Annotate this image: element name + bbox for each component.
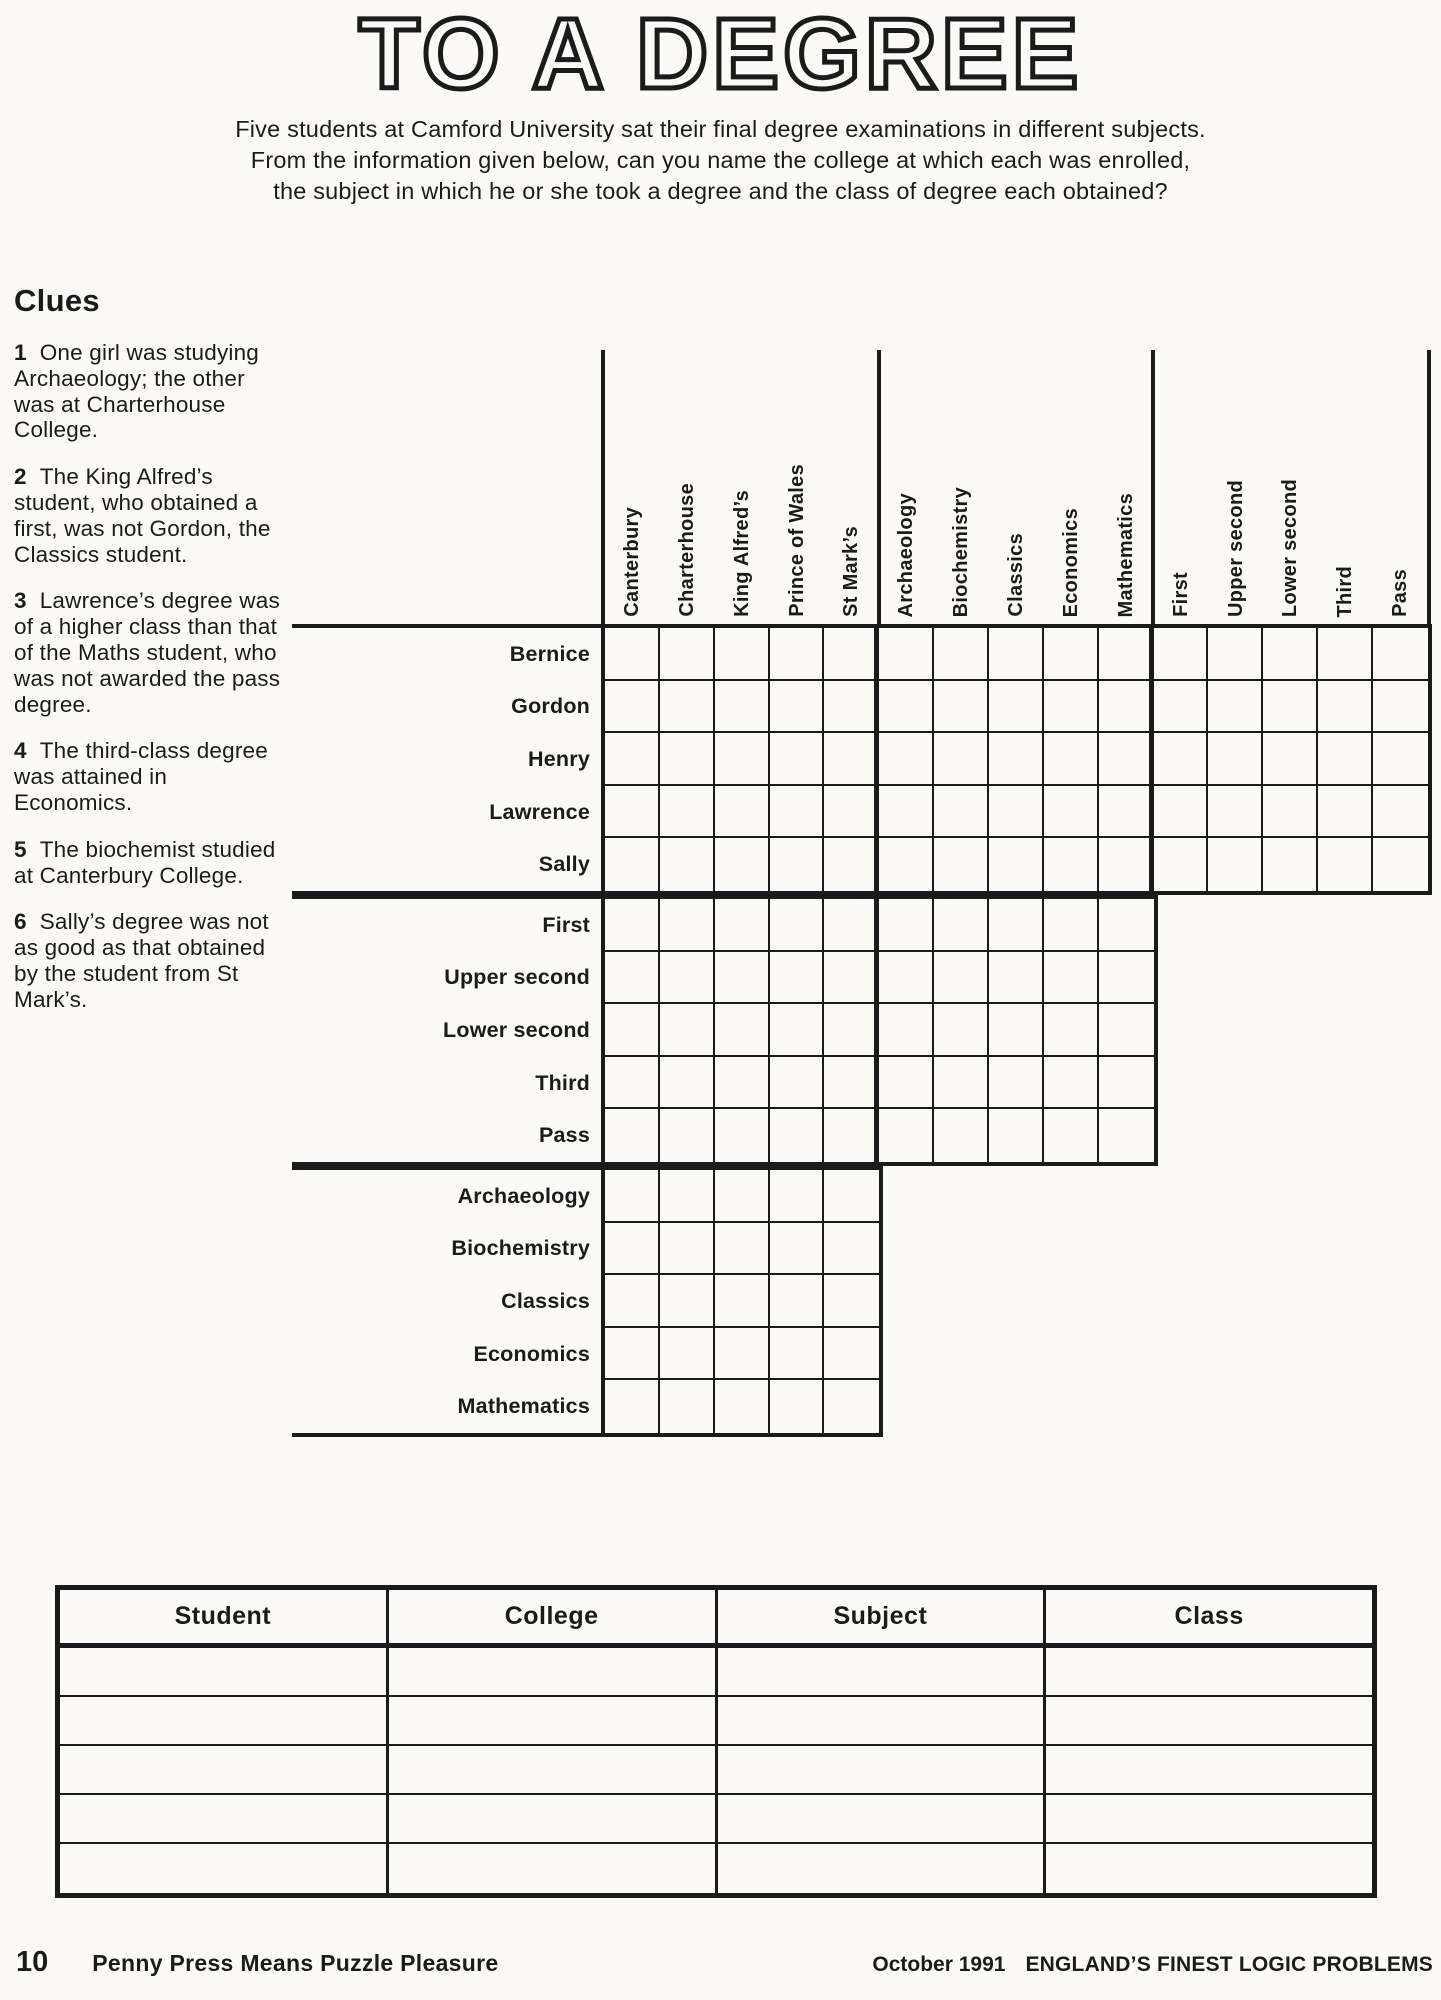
grid-cell[interactable] [934, 733, 989, 786]
clues-heading: Clues [14, 283, 100, 318]
grid-cell[interactable] [989, 681, 1044, 734]
grid-cell[interactable] [660, 1057, 715, 1110]
column-header-economics [1044, 350, 1099, 624]
grid-cell[interactable] [989, 733, 1044, 786]
grid-cell[interactable] [989, 1109, 1044, 1162]
grid-cell[interactable] [1318, 838, 1373, 891]
grid-cell[interactable] [715, 1004, 770, 1057]
grid-cell[interactable] [770, 899, 825, 952]
grid-cell[interactable] [824, 1223, 879, 1276]
grid-cell[interactable] [1263, 786, 1318, 839]
clue-text: Sally’s degree was not as good as that obtained by the student from St Mark’s. [14, 909, 269, 1012]
answer-cell[interactable] [60, 1844, 389, 1893]
answer-cell[interactable] [1046, 1697, 1372, 1744]
clues-section [14, 283, 290, 1013]
grid-cell[interactable] [660, 733, 715, 786]
column-header-pass [1373, 350, 1428, 624]
grid-cell[interactable] [660, 1109, 715, 1162]
column-header-classics [989, 350, 1044, 624]
grid-cell[interactable] [824, 1057, 879, 1110]
grid-cell[interactable] [1154, 628, 1209, 681]
grid-cell[interactable] [605, 1057, 660, 1110]
grid-cell[interactable] [715, 628, 770, 681]
grid-cell[interactable] [605, 733, 660, 786]
grid-cell[interactable] [1099, 838, 1154, 891]
grid-cell[interactable] [605, 899, 660, 952]
intro-line: the subject in which he or she took a degree and the class of degree each obtained? [273, 178, 1168, 204]
row-label-archaeology: Archaeology [457, 1183, 590, 1208]
grid-cell[interactable] [1208, 681, 1263, 734]
column-header-label: Lower second [1279, 478, 1302, 617]
clue-number: 4 [14, 738, 27, 764]
answer-table [55, 1585, 1377, 1898]
grid-cell[interactable] [879, 681, 934, 734]
grid-cell[interactable] [824, 1004, 879, 1057]
column-header-label: Classics [1005, 533, 1028, 617]
row-label-lawrence: Lawrence [489, 799, 590, 824]
grid-cell[interactable] [605, 1328, 660, 1381]
grid-cell[interactable] [715, 786, 770, 839]
answer-header-college: College [389, 1590, 718, 1643]
grid-cell[interactable] [660, 899, 715, 952]
grid-cell[interactable] [1263, 733, 1318, 786]
grid-cell[interactable] [1318, 733, 1373, 786]
grid-cell[interactable] [715, 1275, 770, 1328]
answer-cell[interactable] [1046, 1795, 1372, 1842]
grid-cell[interactable] [1154, 838, 1209, 891]
grid-cell[interactable] [660, 1004, 715, 1057]
grid-cell[interactable] [1099, 786, 1154, 839]
grid-cell[interactable] [879, 1004, 934, 1057]
clue-text: The third-class degree was attained in Economics. [14, 738, 268, 815]
grid-cell[interactable] [770, 1275, 825, 1328]
clue-item [14, 588, 290, 717]
grid-cell[interactable] [934, 838, 989, 891]
row-label-gordon: Gordon [511, 694, 590, 719]
grid-cell[interactable] [1044, 786, 1099, 839]
page-footer [16, 1946, 1433, 1979]
grid-cell[interactable] [1044, 838, 1099, 891]
grid-cell[interactable] [934, 952, 989, 1005]
column-header-label: Pass [1389, 569, 1412, 617]
grid-cell[interactable] [715, 1328, 770, 1381]
grid-cell[interactable] [715, 899, 770, 952]
grid-cell[interactable] [715, 1380, 770, 1433]
grid-cell[interactable] [1099, 1057, 1154, 1110]
answer-header-subject: Subject [718, 1590, 1047, 1643]
label-divider-line [292, 1433, 601, 1437]
grid-cell[interactable] [1044, 733, 1099, 786]
column-header-label: King Alfred’s [730, 490, 753, 617]
answer-cell[interactable] [1046, 1746, 1372, 1793]
column-header-charterhouse [660, 350, 715, 624]
grid-cell[interactable] [1044, 1004, 1099, 1057]
answer-cell[interactable] [389, 1795, 718, 1842]
row-label-biochemistry: Biochemistry [451, 1236, 590, 1261]
grid-cell[interactable] [770, 1223, 825, 1276]
answer-cell[interactable] [389, 1697, 718, 1744]
grid-block-classes [601, 895, 1158, 1166]
grid-cell[interactable] [1154, 681, 1209, 734]
grid-cell[interactable] [770, 1109, 825, 1162]
intro-text [0, 114, 1441, 207]
row-label-classics: Classics [501, 1288, 590, 1313]
grid-cell[interactable] [824, 1380, 879, 1433]
row-labels-classes [260, 899, 590, 1162]
grid-cell[interactable] [1373, 786, 1428, 839]
grid-cell[interactable] [1208, 786, 1263, 839]
answer-cell[interactable] [389, 1746, 718, 1793]
answer-cell[interactable] [1046, 1844, 1372, 1893]
grid-cell[interactable] [1373, 838, 1428, 891]
grid-cell[interactable] [770, 786, 825, 839]
grid-cell[interactable] [605, 628, 660, 681]
answer-cell[interactable] [718, 1795, 1047, 1842]
answer-cell[interactable] [389, 1648, 718, 1695]
answer-cell[interactable] [718, 1648, 1047, 1695]
grid-cell[interactable] [1263, 838, 1318, 891]
clue-item [14, 837, 290, 889]
answer-cell[interactable] [60, 1795, 389, 1842]
column-header-label: Prince of Wales [785, 464, 808, 617]
grid-cell[interactable] [660, 1170, 715, 1223]
grid-cell[interactable] [1154, 786, 1209, 839]
grid-column-headers [605, 350, 1428, 624]
grid-cell[interactable] [824, 1170, 879, 1223]
answer-header-class: Class [1174, 1602, 1244, 1630]
answer-table-row [60, 1648, 1372, 1697]
grid-cell[interactable] [879, 899, 934, 952]
column-header-first [1154, 350, 1209, 624]
grid-cell[interactable] [1044, 1109, 1099, 1162]
grid-cell[interactable] [934, 681, 989, 734]
grid-cell[interactable] [1318, 628, 1373, 681]
answer-header-student: Student [60, 1590, 389, 1643]
footer-date: October 1991 [872, 1953, 1006, 1976]
answer-cell[interactable] [389, 1844, 718, 1893]
grid-cell[interactable] [715, 1057, 770, 1110]
intro-line: From the information given below, can you name the college at which each was enrolled, [250, 147, 1191, 173]
column-header-king-alfred-s [715, 350, 770, 624]
grid-cell[interactable] [1318, 681, 1373, 734]
grid-cell[interactable] [770, 1380, 825, 1433]
grid-cell[interactable] [605, 1275, 660, 1328]
clue-item [14, 909, 290, 1012]
grid-cell[interactable] [660, 838, 715, 891]
grid-cell[interactable] [715, 838, 770, 891]
grid-cell[interactable] [1373, 733, 1428, 786]
row-label-sally: Sally [538, 852, 590, 877]
answer-cell[interactable] [60, 1697, 389, 1744]
grid-cell[interactable] [879, 1109, 934, 1162]
grid-cell[interactable] [770, 628, 825, 681]
label-divider-line [292, 891, 601, 899]
clue-number: 3 [14, 588, 27, 614]
row-label-lower-second: Lower second [443, 1017, 590, 1042]
grid-cell[interactable] [770, 1004, 825, 1057]
grid-cell[interactable] [660, 1328, 715, 1381]
clue-number: 5 [14, 836, 27, 862]
grid-cell[interactable] [660, 952, 715, 1005]
answer-cell[interactable] [718, 1844, 1047, 1893]
answer-cell[interactable] [718, 1697, 1047, 1744]
grid-cell[interactable] [824, 733, 879, 786]
row-label-economics: Economics [473, 1341, 590, 1366]
answer-cell[interactable] [60, 1648, 389, 1695]
grid-cell[interactable] [989, 786, 1044, 839]
grid-cell[interactable] [660, 628, 715, 681]
grid-cell[interactable] [1099, 1004, 1154, 1057]
puzzle-title: TO A DEGREE [358, 0, 1083, 110]
column-header-archaeology [879, 350, 934, 624]
grid-block-subjects [601, 1166, 883, 1437]
clue-number: 6 [14, 909, 27, 935]
row-label-bernice: Bernice [509, 641, 590, 666]
column-header-third [1318, 350, 1373, 624]
grid-cell[interactable] [1373, 628, 1428, 681]
label-divider-line [292, 1162, 601, 1170]
grid-cell[interactable] [824, 1109, 879, 1162]
grid-cell[interactable] [1099, 1109, 1154, 1162]
grid-cell[interactable] [660, 786, 715, 839]
grid-cell[interactable] [605, 1109, 660, 1162]
grid-cell[interactable] [824, 1328, 879, 1381]
answer-table-header-row [60, 1590, 1372, 1648]
clue-item [14, 340, 290, 443]
grid-cell[interactable] [934, 628, 989, 681]
grid-cell[interactable] [770, 1057, 825, 1110]
grid-cell[interactable] [1373, 681, 1428, 734]
row-label-mathematics: Mathematics [457, 1394, 590, 1419]
answer-cell[interactable] [1046, 1648, 1372, 1695]
grid-cell[interactable] [879, 838, 934, 891]
grid-cell[interactable] [715, 1109, 770, 1162]
grid-cell[interactable] [770, 952, 825, 1005]
footer-right-text: ENGLAND’S FINEST LOGIC PROBLEMS [1025, 1953, 1433, 1976]
footer-left-text: Penny Press Means Puzzle Pleasure [92, 1950, 499, 1976]
grid-cell[interactable] [1263, 628, 1318, 681]
grid-cell[interactable] [660, 1223, 715, 1276]
grid-cell[interactable] [770, 838, 825, 891]
grid-cell[interactable] [605, 786, 660, 839]
grid-cell[interactable] [1099, 952, 1154, 1005]
grid-cell[interactable] [934, 786, 989, 839]
row-label-upper-second: Upper second [444, 965, 590, 990]
grid-cell[interactable] [989, 899, 1044, 952]
grid-cell[interactable] [824, 628, 879, 681]
column-header-label: Upper second [1224, 480, 1247, 617]
column-header-lower-second [1263, 350, 1318, 624]
column-header-prince-of-wales [770, 350, 825, 624]
grid-cell[interactable] [770, 1328, 825, 1381]
grid-cell[interactable] [934, 1057, 989, 1110]
column-header-st-mark-s [824, 350, 879, 624]
clue-number: 1 [14, 340, 27, 365]
column-header-canterbury [605, 350, 660, 624]
grid-cell[interactable] [715, 952, 770, 1005]
grid-cell[interactable] [824, 681, 879, 734]
clue-number: 2 [14, 464, 27, 490]
answer-table-row [60, 1844, 1372, 1893]
grid-cell[interactable] [715, 733, 770, 786]
grid-cell[interactable] [1044, 952, 1099, 1005]
clue-text: The biochemist studied at Canterbury College. [14, 836, 276, 888]
grid-cell[interactable] [660, 1380, 715, 1433]
grid-cell[interactable] [605, 952, 660, 1005]
grid-cell[interactable] [824, 1275, 879, 1328]
row-label-pass: Pass [538, 1123, 590, 1148]
clue-text: The King Alfred’s student, who obtained a first, was not Gordon, the Classics student. [14, 464, 271, 567]
column-header-biochemistry [934, 350, 989, 624]
grid-cell[interactable] [1099, 628, 1154, 681]
grid-cell[interactable] [1044, 628, 1099, 681]
grid-cell[interactable] [605, 1380, 660, 1433]
answer-table-row [60, 1795, 1372, 1844]
grid-cell[interactable] [660, 1275, 715, 1328]
grid-cell[interactable] [824, 952, 879, 1005]
column-header-mathematics [1099, 350, 1154, 624]
grid-cell[interactable] [605, 838, 660, 891]
column-header-label: First [1169, 572, 1192, 617]
grid-cell[interactable] [1318, 786, 1373, 839]
row-label-first: First [542, 912, 590, 937]
column-header-label: St Mark’s [840, 526, 863, 617]
grid-cell[interactable] [989, 1057, 1044, 1110]
grid-cell[interactable] [770, 1170, 825, 1223]
grid-cell[interactable] [1044, 899, 1099, 952]
grid-cell[interactable] [879, 628, 934, 681]
grid-cell[interactable] [989, 838, 1044, 891]
grid-cell[interactable] [1263, 681, 1318, 734]
grid-cell[interactable] [934, 1109, 989, 1162]
column-header-label: Canterbury [621, 507, 643, 617]
clue-item [14, 464, 290, 567]
grid-cell[interactable] [934, 1004, 989, 1057]
grid-group-separator [1427, 350, 1431, 628]
grid-cell[interactable] [879, 1057, 934, 1110]
answer-table-row [60, 1746, 1372, 1795]
grid-block-students [601, 624, 1432, 895]
grid-cell[interactable] [1208, 733, 1263, 786]
answer-cell[interactable] [718, 1746, 1047, 1793]
grid-cell[interactable] [605, 1223, 660, 1276]
grid-cell[interactable] [1208, 838, 1263, 891]
grid-cell[interactable] [879, 786, 934, 839]
answer-table-row [60, 1697, 1372, 1746]
intro-line: Five students at Camford University sat their final degree examinations in different subjects. [235, 116, 1206, 142]
grid-group-separator [877, 350, 881, 628]
row-labels-subjects [260, 1170, 590, 1433]
grid-cell[interactable] [989, 1004, 1044, 1057]
grid-cell[interactable] [879, 733, 934, 786]
clue-text: Lawrence’s degree was of a higher class than that of the Maths student, who was not awarded the pass degree. [14, 588, 281, 717]
grid-cell[interactable] [824, 899, 879, 952]
grid-cell[interactable] [1154, 733, 1209, 786]
grid-cell[interactable] [605, 681, 660, 734]
grid-cell[interactable] [1099, 681, 1154, 734]
clue-item [14, 738, 290, 815]
row-label-henry: Henry [528, 746, 590, 771]
label-divider-line [292, 624, 601, 628]
grid-cell[interactable] [660, 681, 715, 734]
grid-cell[interactable] [1044, 1057, 1099, 1110]
grid-group-separator [1151, 350, 1155, 628]
grid-cell[interactable] [715, 1223, 770, 1276]
grid-cell[interactable] [989, 628, 1044, 681]
column-header-label: Archaeology [895, 492, 918, 617]
grid-cell[interactable] [1099, 733, 1154, 786]
grid-cell[interactable] [770, 681, 825, 734]
grid-cell[interactable] [770, 733, 825, 786]
grid-cell[interactable] [934, 899, 989, 952]
column-header-label: Mathematics [1114, 492, 1137, 617]
column-header-label: Third [1334, 565, 1357, 617]
column-header-label: Charterhouse [675, 483, 698, 617]
grid-cell[interactable] [824, 786, 879, 839]
grid-cell[interactable] [824, 838, 879, 891]
row-labels-students [260, 628, 590, 891]
grid-group-separator [601, 350, 605, 628]
grid-cell[interactable] [605, 1004, 660, 1057]
grid-cell[interactable] [989, 952, 1044, 1005]
grid-cell[interactable] [1208, 628, 1263, 681]
grid-cell[interactable] [1099, 899, 1154, 952]
column-header-label: Economics [1059, 507, 1082, 617]
column-header-label: Biochemistry [950, 486, 973, 617]
grid-cell[interactable] [605, 1170, 660, 1223]
column-header-upper-second [1209, 350, 1264, 624]
clue-text: One girl was studying Archaeology; the other was at Charterhouse College. [14, 340, 260, 443]
row-label-third: Third [535, 1070, 590, 1095]
grid-cell[interactable] [1044, 681, 1099, 734]
grid-cell[interactable] [879, 952, 934, 1005]
page-number: 10 [16, 1946, 49, 1978]
answer-cell[interactable] [60, 1746, 389, 1793]
grid-cell[interactable] [715, 681, 770, 734]
grid-cell[interactable] [715, 1170, 770, 1223]
